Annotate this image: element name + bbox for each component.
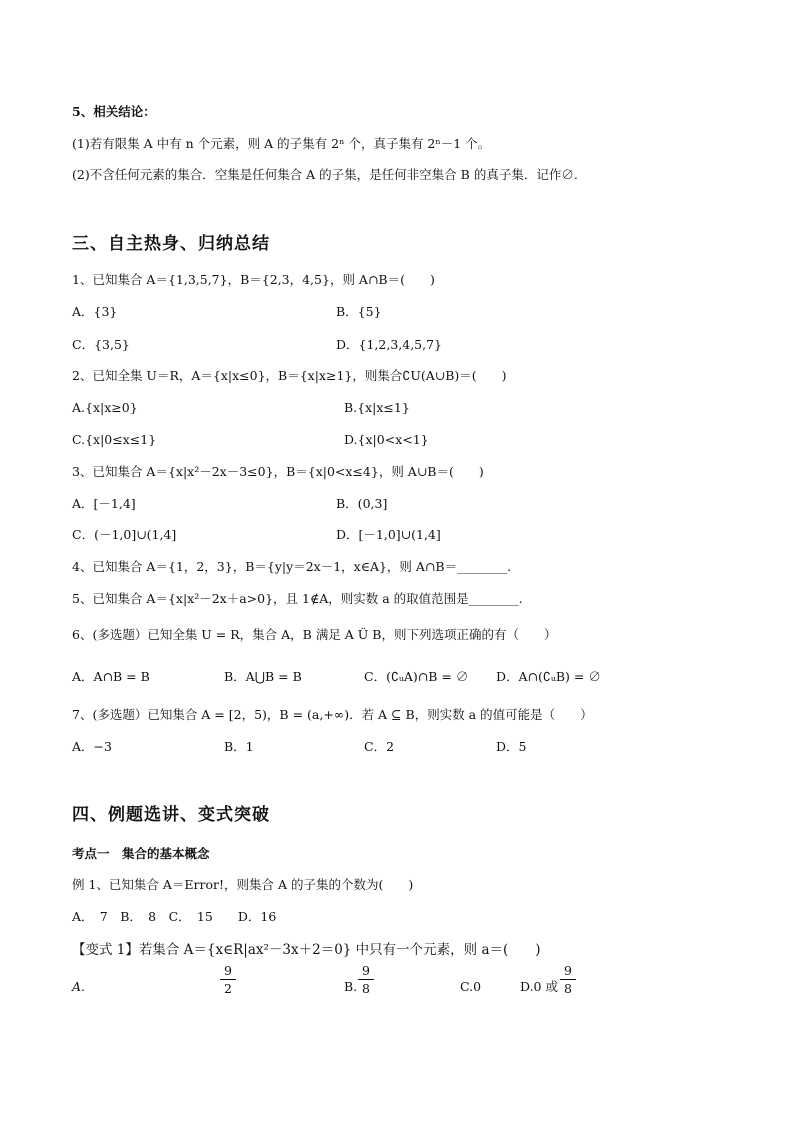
example-1-stem: 例 1、已知集合 A＝Error!，则集合 A 的子集的个数为( ) <box>72 877 414 892</box>
q2-option-a: A.{x|x≥0} <box>72 400 138 415</box>
section4-heading: 四、例题选讲、变式突破 <box>72 805 270 825</box>
fraction-bar <box>220 979 236 980</box>
example-1-options: A． 7 B． 8 C． 15 D．16 <box>72 909 277 924</box>
q1-option-b: B．{5} <box>336 304 382 319</box>
q3-option-d: D．[－1,0]∪(1,4] <box>336 527 441 542</box>
section3-heading: 三、自主热身、归纳总结 <box>72 234 270 254</box>
fraction-numerator: 9 <box>224 963 232 978</box>
fraction-bar <box>358 979 374 980</box>
section5-point-2: (2)不含任何元素的集合．空集是任何集合 A 的子集，是任何非空集合 B 的真子集．记作∅. <box>72 167 578 182</box>
q4-stem: 4、已知集合 A＝{1，2，3}，B＝{y|y＝2x－1，x∈A}，则 A∩B＝________. <box>72 559 512 574</box>
variant-1-option-b: B. <box>344 979 358 994</box>
fraction-denominator: 8 <box>362 981 370 996</box>
fraction-denominator: 8 <box>564 981 572 996</box>
q3-option-c: C．(－1,0]∪(1,4] <box>72 527 177 542</box>
q2-option-b: B.{x|x≤1} <box>344 400 410 415</box>
q3-option-b: B．(0,3] <box>336 496 388 511</box>
variant-1-option-a: A. <box>72 979 86 994</box>
q2-option-c: C.{x|0≤x≤1} <box>72 432 157 447</box>
q7-option-a: A．−3 <box>72 739 112 754</box>
variant-1-stem: 【变式 1】若集合 A＝{x∈R|ax²－3x＋2＝0} 中只有一个元素，则 a＝( ) <box>72 942 541 958</box>
variant-1-option-d: D.0 或 <box>520 979 558 994</box>
variant-1-option-c: C.0 <box>460 979 482 994</box>
q3-option-a: A．[－1,4] <box>72 496 136 511</box>
fraction-denominator: 2 <box>224 981 232 996</box>
q1-option-a: A．{3} <box>72 304 118 319</box>
fraction-numerator: 9 <box>362 963 370 978</box>
q1-option-c: C．{3,5} <box>72 337 130 352</box>
q7-option-b: B．1 <box>224 739 254 754</box>
q2-stem: 2、已知全集 U＝R，A＝{x|x≤0}，B＝{x|x≥1}，则集合∁U(A∪B)＝( ) <box>72 368 507 383</box>
q6-stem: 6、(多选题）已知全集 U = R，集合 A，B 满足 A Ü B，则下列选项正确的有（ ） <box>72 627 557 642</box>
q7-option-d: D．5 <box>496 739 527 754</box>
kaodian-title: 考点一 集合的基本概念 <box>72 846 210 861</box>
q3-stem: 3、已知集合 A＝{x|x²－2x－3≤0}，B＝{x|0<x≤4}，则 A∪B＝( ) <box>72 464 484 479</box>
q1-stem: 1、已知集合 A＝{1,3,5,7}，B＝{2,3，4,5}，则 A∩B＝( ) <box>72 272 435 287</box>
q6-option-a: A．A∩B = B <box>72 669 150 684</box>
variant-1-option-a-fraction <box>218 963 238 996</box>
variant-1-option-b-fraction <box>356 963 376 996</box>
section5-point-1: (1)若有限集 A 中有 n 个元素，则 A 的子集有 2ⁿ 个，真子集有 2ⁿ－1 个。 <box>72 136 491 151</box>
variant-1-option-d-fraction <box>558 963 578 996</box>
fraction-bar <box>560 979 576 980</box>
q2-option-d: D.{x|0<x<1} <box>344 432 429 447</box>
fraction-numerator: 9 <box>564 963 572 978</box>
q7-option-c: C．2 <box>364 739 395 754</box>
q1-option-d: D．{1,2,3,4,5,7} <box>336 337 443 352</box>
q6-option-b: B．A⋃B = B <box>224 669 302 684</box>
q6-option-d: D．A∩(∁ᵤB) = ∅ <box>496 669 601 684</box>
q7-stem: 7、(多选题）已知集合 A = [2，5)，B = (a,+∞)．若 A ⊆ B，则实数 a 的值可能是（ ） <box>72 707 593 722</box>
section5-title: 5、相关结论： <box>72 104 156 119</box>
q5-stem: 5、已知集合 A＝{x|x²－2x＋a>0}，且 1∉A，则实数 a 的取值范围是________. <box>72 591 523 606</box>
q6-option-c: C．(∁ᵤA)∩B = ∅ <box>364 669 469 684</box>
